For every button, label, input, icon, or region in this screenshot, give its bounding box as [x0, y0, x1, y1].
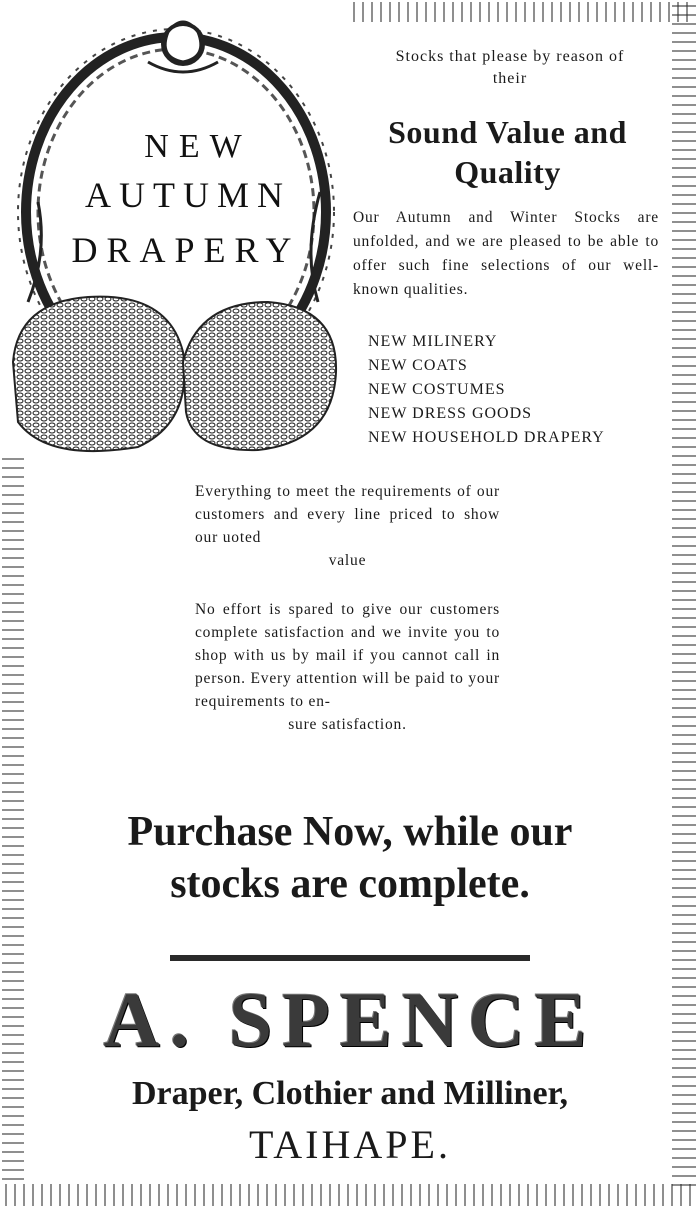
list-item: NEW HOUSEHOLD DRAPERY [368, 429, 605, 446]
divider-rule [170, 955, 530, 961]
advertiser-trade: Draper, Clothier and Milliner, [131, 1075, 569, 1112]
satisfaction-body: No effort is spared to give our customers complete satisfaction and we invite you to shop with us by mail if you cannot call in person. Every attention will be paid to your requirements to en- [195, 601, 500, 710]
list-item: NEW MILINERY [368, 333, 498, 350]
intro-paragraph: Our Autumn and Winter Stocks are unfolded, and we are pleased to be able to offer such fine selections of our well-known qualities. [353, 209, 659, 298]
requirements-body: Everything to meet the requirements of our customers and every line priced to show our uoted [195, 483, 500, 546]
intro-line-2: their [492, 70, 528, 87]
intro-line-1: Stocks that please by reason of [395, 48, 625, 65]
headline-line-2: Quality [454, 154, 561, 190]
headline [345, 112, 670, 192]
advertiser-town: TAIHAPE. [249, 1122, 451, 1167]
border-bottom-ornament [2, 1184, 696, 1206]
cta-line-2: stocks are complete. [170, 861, 530, 907]
requirements-last-line: value [328, 552, 367, 569]
illustration-caption-line-3: DRAPERY [71, 230, 301, 270]
illustration-caption-line-2: AUTUMN [85, 175, 291, 215]
list-item: NEW COSTUMES [368, 381, 506, 398]
requirements-paragraph [195, 480, 500, 572]
autumn-wreath-illustration [8, 2, 338, 457]
satisfaction-last-line: sure satisfaction. [288, 716, 407, 733]
intro-text [350, 46, 670, 90]
border-right-ornament [672, 2, 696, 1192]
border-top-ornament [350, 2, 695, 22]
satisfaction-paragraph [195, 598, 500, 736]
list-item: NEW DRESS GOODS [368, 405, 533, 422]
call-to-action [30, 806, 670, 910]
list-item: NEW COATS [368, 357, 468, 374]
headline-line-1: Sound Value and [388, 114, 627, 150]
advertiser-name: A. SPENCE [103, 976, 597, 1063]
cta-line-1: Purchase Now, while our [127, 809, 573, 855]
illustration-caption-line-1: NEW [144, 128, 252, 165]
new-items-list [368, 330, 668, 450]
